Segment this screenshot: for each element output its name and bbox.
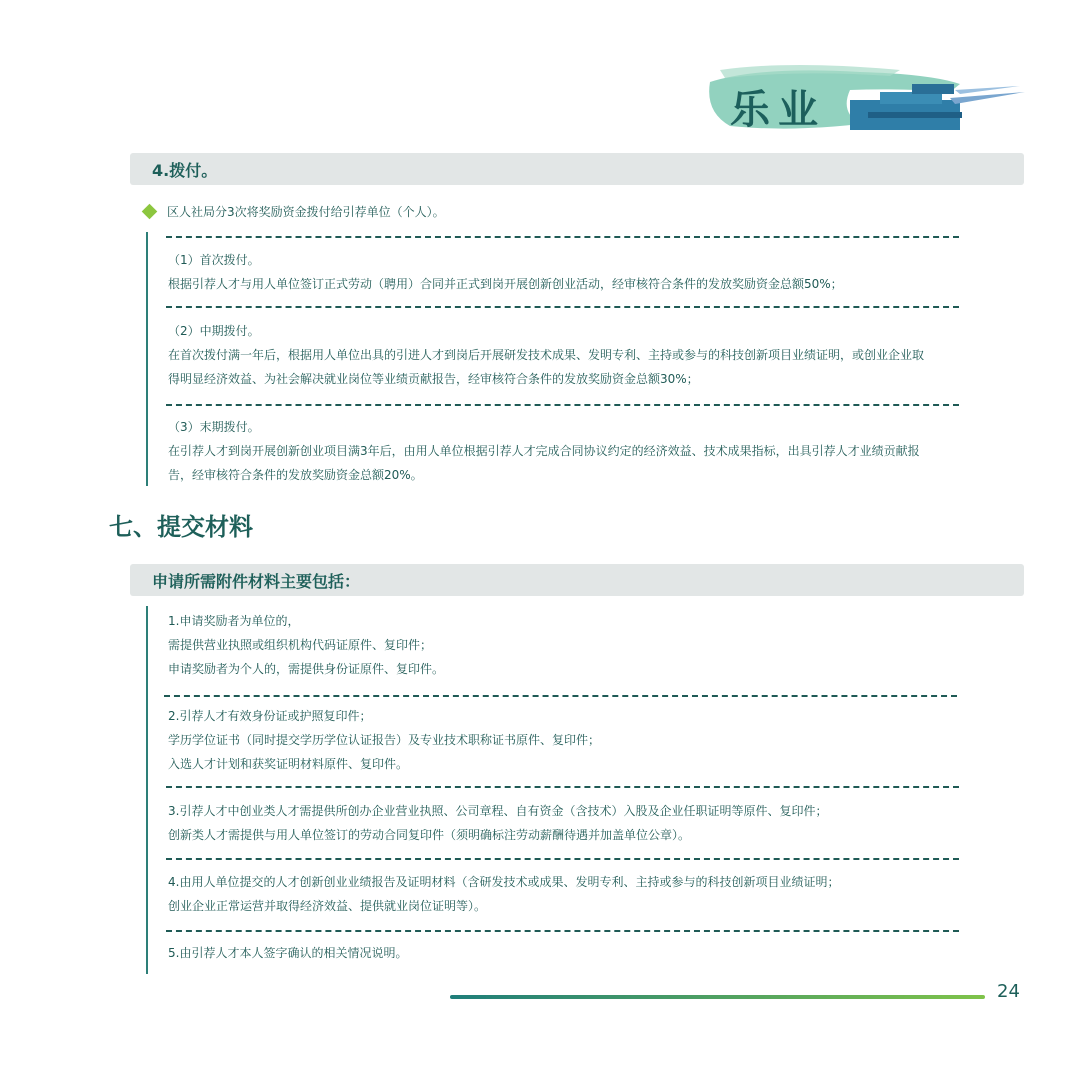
pay-item-line: 在引荐人才到岗开展创新创业项目满3年后，由用人单位根据引荐人才完成合同协议约定的经济效益、技术成果指标，出具引荐人才业绩贡献报 — [168, 444, 920, 458]
divider — [166, 930, 959, 932]
section-materials-bar — [130, 564, 1024, 596]
materials-line: 1.申请奖励者为单位的， — [168, 614, 300, 628]
materials-line: 创业企业正常运营并取得经济效益、提供就业岗位证明等）。 — [168, 899, 487, 913]
pay-item-heading: （1）首次拨付。 — [168, 253, 260, 267]
divider — [166, 404, 959, 406]
pay-item-heading: （3）末期拨付。 — [168, 420, 260, 434]
materials-line: 4.由用人单位提交的人才创新创业业绩报告及证明材料（含研发技术或成果、发明专利、主持或参与的科技创新项目业绩证明； — [168, 875, 840, 889]
materials-line: 申请奖励者为个人的，需提供身份证原件、复印件。 — [168, 662, 445, 676]
materials-item-4 — [168, 870, 968, 918]
pay-item-heading: （2）中期拨付。 — [168, 324, 260, 338]
page-number: 24 — [997, 981, 1020, 1002]
materials-line: 2.引荐人才有效身份证或护照复印件； — [168, 709, 372, 723]
divider — [164, 695, 957, 697]
pay-item-2 — [168, 319, 968, 391]
header-logo — [700, 62, 1030, 137]
materials-line: 5.由引荐人才本人签字确认的相关情况说明。 — [168, 946, 408, 960]
materials-line: 需提供营业执照或组织机构代码证原件、复印件； — [168, 638, 433, 652]
materials-line: 3.引荐人才中创业类人才需提供所创办企业营业执照、公司章程、自有资金（含技术）入股及企业任职证明等原件、复印件； — [168, 804, 828, 818]
materials-line: 入选人才计划和获奖证明材料原件、复印件。 — [168, 757, 409, 771]
logo-text: 乐业 — [730, 86, 826, 133]
intro-text: 区人社局分3次将奖励资金拨付给引荐单位（个人）。 — [167, 205, 445, 219]
materials-item-2 — [168, 704, 968, 776]
pay-item-line: 告，经审核符合条件的发放奖励资金总额20%。 — [168, 468, 423, 482]
section-pay-bar — [130, 153, 1024, 185]
materials-line: 创新类人才需提供与用人单位签订的劳动合同复印件（须明确标注劳动薪酬待遇并加盖单位公章）。 — [168, 828, 691, 842]
pay-item-line: 根据引荐人才与用人单位签订正式劳动（聘用）合同并正式到岗开展创新创业活动，经审核符合条件的发放奖励资金总额50%； — [168, 277, 843, 291]
section-pay-title: 4.拨付。 — [152, 161, 218, 180]
divider — [166, 858, 959, 860]
materials-line: 学历学位证书（同时提交学历学位认证报告）及专业技术职称证书原件、复印件； — [168, 733, 601, 747]
pay-item-line: 得明显经济效益、为社会解决就业岗位等业绩贡献报告，经审核符合条件的发放奖励资金总额30%； — [168, 372, 699, 386]
divider — [166, 306, 959, 308]
materials-item-1 — [168, 609, 968, 681]
materials-vertical-rule — [146, 606, 148, 974]
section-pay-intro — [142, 203, 445, 220]
footer-gradient-line — [450, 995, 985, 999]
chapter-title: 七、提交材料 — [109, 513, 253, 541]
materials-item-3 — [168, 799, 968, 847]
divider — [166, 236, 959, 238]
pay-vertical-rule — [146, 232, 148, 486]
pay-item-1 — [168, 248, 968, 296]
divider — [166, 786, 959, 788]
materials-item-5 — [168, 941, 968, 965]
section-materials-title: 申请所需附件材料主要包括： — [152, 572, 361, 591]
pay-item-3 — [168, 415, 968, 487]
pay-item-line: 在首次拨付满一年后，根据用人单位出具的引进人才到岗后开展研发技术成果、发明专利、主持或参与的科技创新项目业绩证明，或创业企业取 — [168, 348, 925, 362]
diamond-bullet-icon — [142, 204, 158, 220]
